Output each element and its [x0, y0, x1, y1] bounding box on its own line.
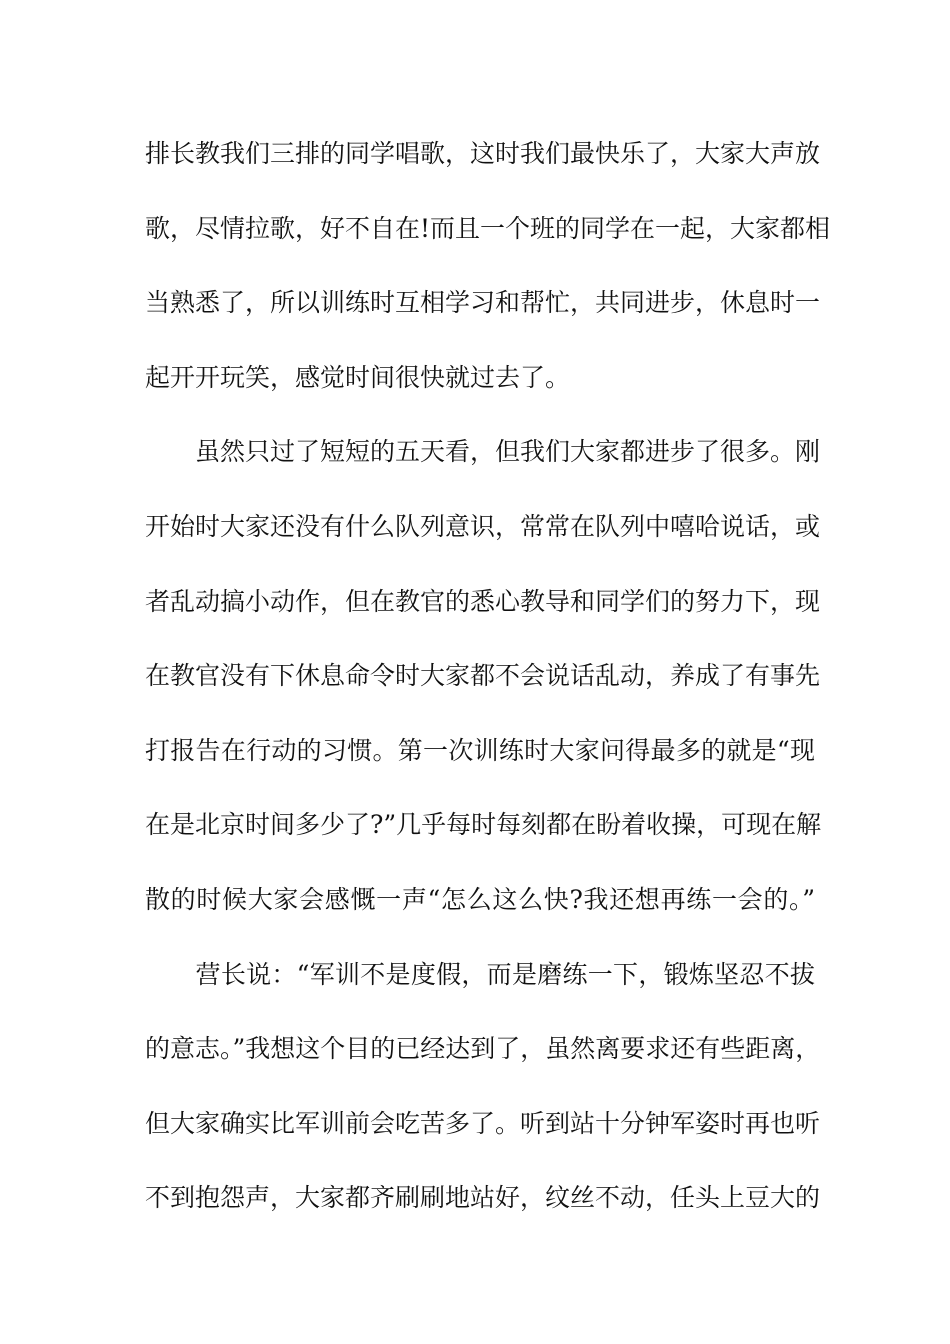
text-line: 起开开玩笑，感觉时间很快就过去了。 [145, 362, 571, 392]
text-line: 当熟悉了，所以训练时互相学习和帮忙，共同进步，休息时一 [145, 288, 821, 318]
text-line: 歌，尽情拉歌，好不自在!而且一个班的同学在一起，大家都相 [145, 213, 831, 243]
text-line: 但大家确实比军训前会吃苦多了。听到站十分钟军姿时再也听 [145, 1108, 821, 1138]
body-text [145, 130, 831, 1249]
text-line: 不到抱怨声，大家都齐刷刷地站好，纹丝不动，任头上豆大的 [145, 1183, 821, 1213]
text-line: 排长教我们三排的同学唱歌，这时我们最快乐了，大家大声放 [145, 139, 821, 168]
text-line: 在是北京时间多少了?”几乎每时每刻都在盼着收操，可现在解 [145, 810, 822, 840]
text-line: 的意志。”我想这个目的已经达到了，虽然离要求还有些距离， [145, 1034, 821, 1064]
text-line: 营长说：“军训不是度假，而是磨练一下，锻炼坚忍不拔 [145, 959, 815, 989]
text-line: 虽然只过了短短的五天看，但我们大家都进步了很多。刚 [145, 437, 821, 467]
text-line: 打报告在行动的习惯。第一次训练时大家问得最多的就是“现 [145, 735, 815, 765]
text-line: 开始时大家还没有什么队列意识，常常在队列中嘻哈说话，或 [145, 511, 821, 541]
text-line: 散的时候大家会感慨一声“怎么这么快?我还想再练一会的。” [145, 884, 815, 914]
text-line: 者乱动搞小动作，但在教官的悉心教导和同学们的努力下，现 [145, 586, 821, 616]
text-line: 在教官没有下休息命令时大家都不会说话乱动，养成了有事先 [145, 661, 821, 691]
